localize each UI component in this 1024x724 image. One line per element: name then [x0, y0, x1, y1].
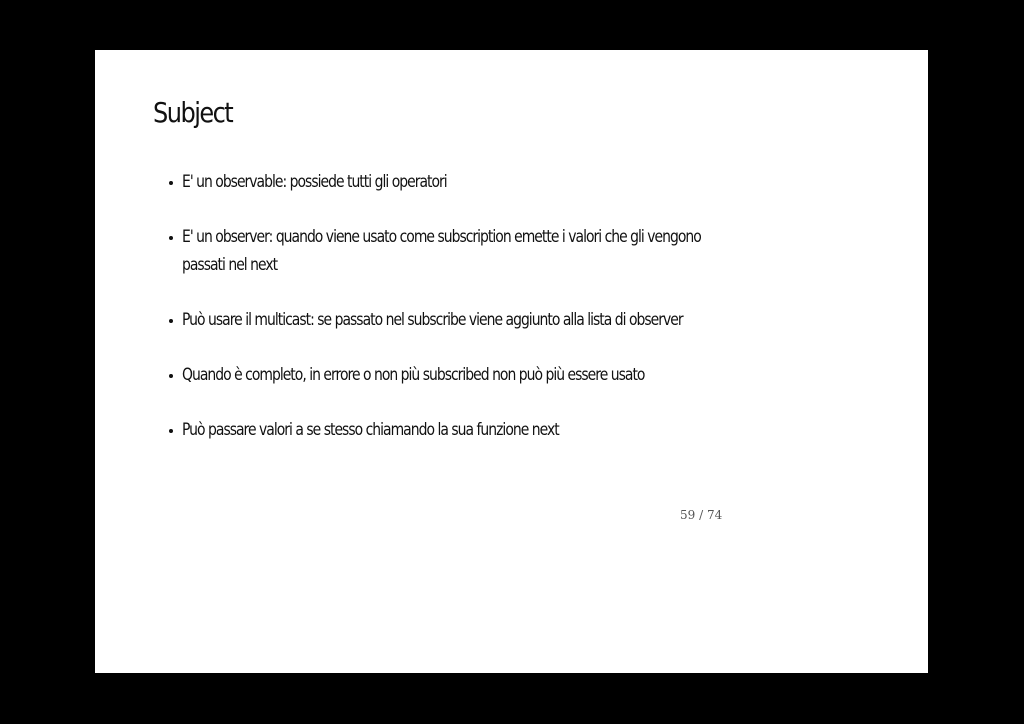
bullet-list	[163, 168, 763, 471]
bullet-icon	[169, 319, 173, 323]
bullet-item	[163, 306, 763, 334]
bullet-text: E' un observer: quando viene usato come subscription emette i valori che gli vengono passati nel next	[182, 227, 701, 275]
bullet-text: Può usare il multicast: se passato nel subscribe viene aggiunto alla lista di observer	[182, 310, 683, 330]
slide	[95, 50, 928, 673]
page-counter: 59 / 74	[680, 508, 723, 522]
bullet-text: Può passare valori a se stesso chiamando la sua funzione next	[182, 420, 559, 440]
bullet-text: E' un observable: possiede tutti gli operatori	[182, 172, 447, 192]
bullet-item	[163, 223, 763, 279]
bullet-text: Quando è completo, in errore o non più subscribed non può più essere usato	[182, 365, 645, 385]
bullet-icon	[169, 429, 173, 433]
bullet-item	[163, 416, 763, 444]
bullet-item	[163, 361, 763, 389]
slide-title: Subject	[153, 96, 233, 129]
bullet-icon	[169, 236, 173, 240]
bullet-icon	[169, 374, 173, 378]
bullet-icon	[169, 181, 173, 185]
bullet-item	[163, 168, 763, 196]
